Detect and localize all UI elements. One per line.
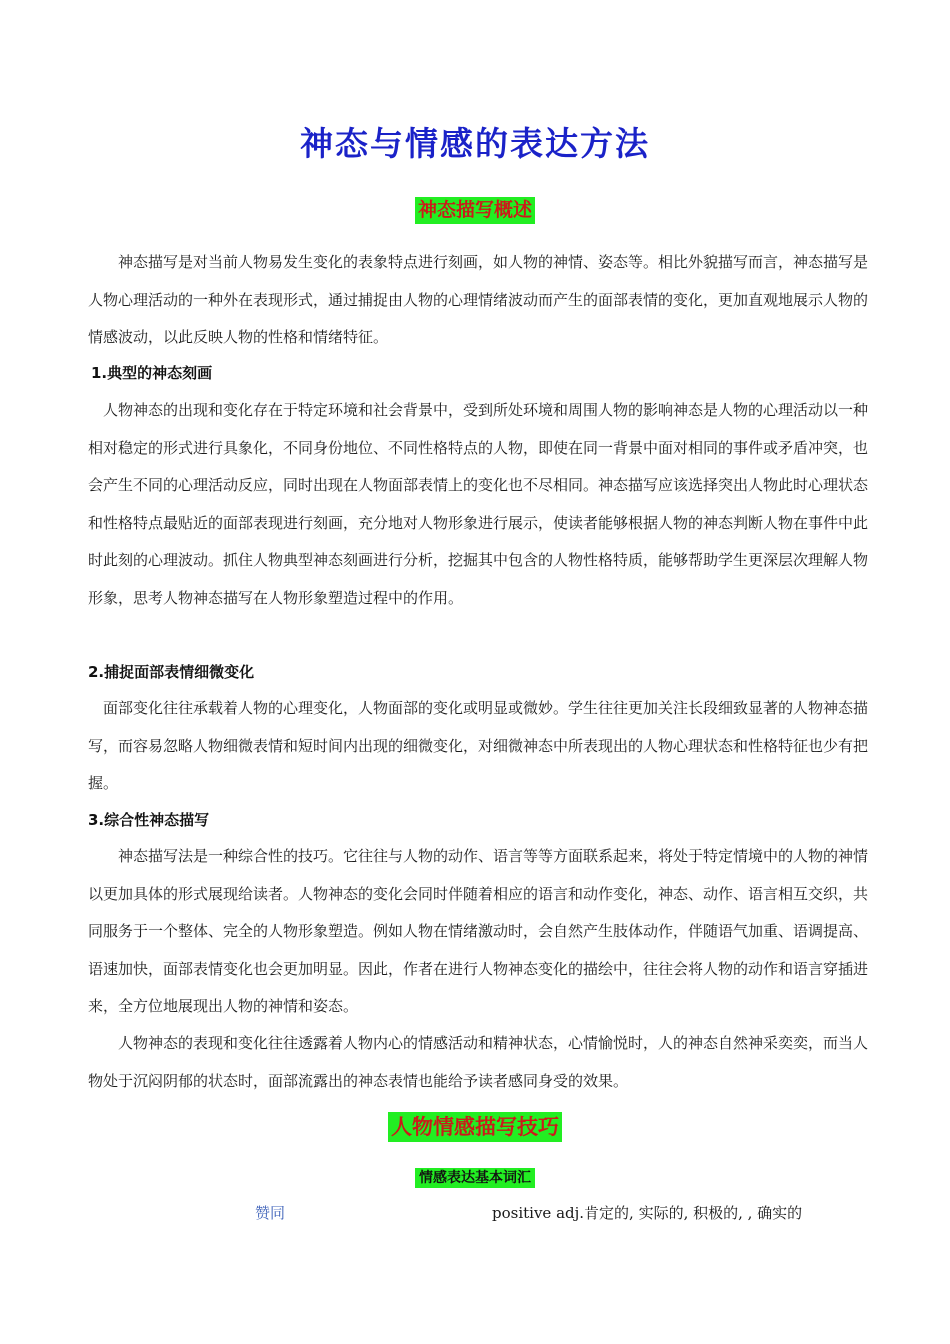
- point3-paragraph-2: 人物神态的表现和变化往往透露着人物内心的情感活动和精神状态，心情愉悦时，人的神态自然神采奕奕，而当人物处于沉闷阴郁的状态时，面部流露出的神态表情也能给予读者感同身受的效果。: [88, 1034, 869, 1090]
- section-overview-label: 神态描写概述: [415, 197, 535, 224]
- intro-paragraph: 神态描写是对当前人物易发生变化的表象特点进行刻画，如人物的神情、姿态等。相比外貌描写而言，神态描写是人物心理活动的一种外在表现形式，通过捕捉由人物的心理情绪波动而产生的面部表情的变化，更加直观地展示人物的情感波动，以此反映人物的性格和情绪特征。: [88, 253, 869, 346]
- point3-paragraph: 神态描写法是一种综合性的技巧。它往往与人物的动作、语言等等方面联系起来，将处于特定情境中的人物的神情以更加具体的形式展现给读者。人物神态的变化会同时伴随着相应的语言和动作变化，神态、动作、语言相互交织，共同服务于一个整体、完全的人物形象塑造。例如人物在情绪激动时，会自然产生肢体动作，伴随语气加重、语调提高、语速加快，面部表情变化也会更加明显。因此，作者在进行人物神态变化的描绘中，往往会将人物的动作和语言穿插进来，全方位地展现出人物的神情和姿态。: [88, 847, 869, 1015]
- vocab-english-definition: positive adj.肯定的, 实际的, 积极的, , 确实的: [492, 1204, 803, 1222]
- section-overview-wrap: [0, 197, 950, 224]
- point2-heading: 2.捕捉面部表情细微变化: [88, 663, 255, 681]
- page-title: 神态与情感的表达方法: [300, 124, 650, 163]
- vocab-heading-label: 情感表达基本词汇: [415, 1168, 535, 1188]
- point3-heading: 3.综合性神态描写: [88, 811, 210, 829]
- point1-paragraph: 人物神态的出现和变化存在于特定环境和社会背景中，受到所处环境和周围人物的影响神态是人物的心理活动以一种相对稳定的形式进行具象化，不同身份地位、不同性格特点的人物，即使在同一背景中面对相同的事件或矛盾冲突，也会产生不同的心理活动反应，同时出现在人物面部表情上的变化也不尽相同。神态描写应该选择突出人物此时心理状态和性格特点最贴近的面部表现进行刻画，充分地对人物形象进行展示，使读者能够根据人物的神态判断人物在事件中此时此刻的心理波动。抓住人物典型神态刻画进行分析，挖掘其中包含的人物性格特质，能够帮助学生更深层次理解人物形象，思考人物神态描写在人物形象塑造过程中的作用。: [88, 401, 869, 607]
- section-emotion-label: 人物情感描写技巧: [388, 1112, 562, 1142]
- section-emotion-wrap: [0, 1112, 950, 1142]
- point1-heading: 1.典型的神态刻画: [91, 364, 213, 382]
- point2-paragraph: 面部变化往往承载着人物的心理变化，人物面部的变化或明显或微妙。学生往往更加关注长段细致显著的人物神态描写，而容易忽略人物细微表情和短时间内出现的细微变化，对细微神态中所表现出的人物心理状态和性格特征也少有把握。: [88, 699, 869, 792]
- vocab-heading-wrap: [0, 1167, 950, 1188]
- vocab-chinese-term[interactable]: 赞同: [255, 1204, 286, 1222]
